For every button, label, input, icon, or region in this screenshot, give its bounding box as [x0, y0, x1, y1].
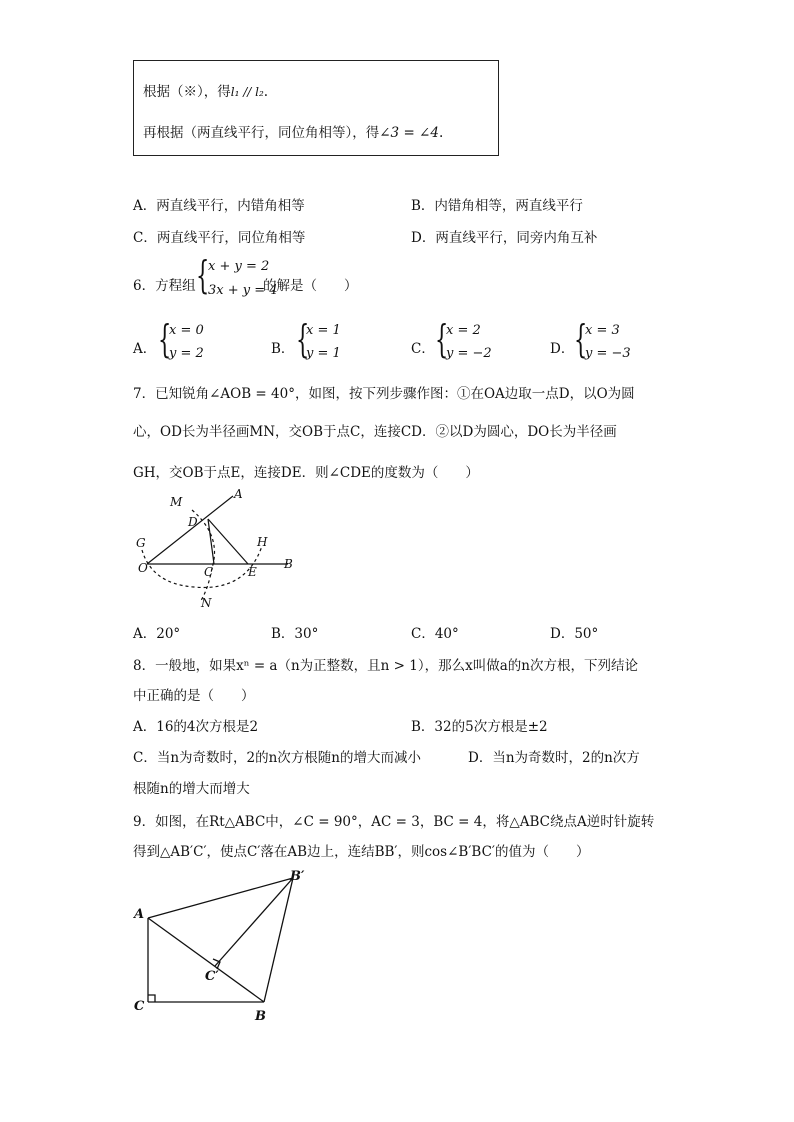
q6-option-a-brace: {	[158, 317, 172, 361]
label-o: O	[138, 561, 148, 575]
q6-brace: {	[196, 253, 210, 297]
q8-line-1: 8．一般地，如果xⁿ = a（n为正整数，且n > 1），那么x叫做a的n次方根，下列结论	[133, 658, 638, 674]
q6-option-b-label[interactable]: B．	[271, 341, 295, 357]
q6-eq2: 3x + y = 4	[208, 283, 278, 298]
q6-option-c-label[interactable]: C．	[411, 341, 435, 357]
label-b-prime: B′	[290, 869, 305, 884]
q8-option-c[interactable]: C．当n为奇数时，2的n次方根随n的增大而减小	[133, 750, 422, 766]
segment-bb-prime	[264, 878, 293, 1002]
q6-suffix: 的解是（ ）	[263, 278, 358, 294]
q6-eq1: x + y = 2	[208, 259, 270, 274]
label-b: B	[255, 1009, 266, 1024]
label-a: A	[134, 907, 145, 922]
label-a: A	[234, 488, 243, 501]
label-c-prime: C′	[205, 969, 219, 984]
proof-line-1-math: l₁ // l₂	[230, 85, 264, 99]
q7-option-b[interactable]: B．30°	[271, 626, 319, 642]
q8-option-d-line-1[interactable]: D．当n为奇数时，2的n次方	[468, 750, 640, 766]
q6-option-a-l2: y = 2	[169, 346, 204, 361]
q7-line-3: GH，交OB于点E，连接DE．则∠CDE的度数为（ ）	[133, 465, 479, 481]
proof-box	[133, 60, 499, 156]
q8-option-b[interactable]: B．32的5次方根是±2	[411, 719, 548, 735]
q9-line-2: 得到△AB′C′，使点C′落在AB边上，连结BB′，则cos∠B′BC′的值为（ ）	[133, 844, 590, 860]
q6-option-c-l1: x = 2	[446, 323, 481, 338]
proof-line-2-end: .	[438, 125, 444, 141]
q6-option-d-label[interactable]: D．	[550, 341, 575, 357]
q7-option-c[interactable]: C．40°	[411, 626, 459, 642]
q8-line-2: 中正确的是（ ）	[133, 688, 255, 704]
q6-option-b-brace: {	[296, 317, 310, 361]
q6-option-b-l2: y = 1	[306, 346, 341, 361]
q5-option-a[interactable]: A．两直线平行，内错角相等	[133, 198, 305, 214]
right-angle-c	[148, 995, 155, 1002]
label-c: C	[134, 999, 145, 1014]
proof-line-2	[143, 121, 443, 141]
proof-line-1-text: 根据（※），得	[143, 84, 231, 100]
ray-oa	[147, 496, 233, 564]
q7-line-1: 7．已知锐角∠AOB = 40°，如图，按下列步骤作图：①在OA边取一点D，以O为圆	[133, 386, 635, 402]
q7-option-a[interactable]: A．20°	[133, 626, 181, 642]
q6-option-d-l2: y = −3	[585, 346, 631, 361]
proof-line-2-math: ∠3 = ∠4	[379, 125, 439, 141]
proof-line-1	[143, 80, 268, 100]
label-n: N	[201, 596, 212, 610]
q6-option-c-l2: y = −2	[446, 346, 492, 361]
q6-option-c-brace: {	[435, 317, 449, 361]
label-g: G	[136, 536, 146, 550]
q8-option-a[interactable]: A．16的4次方根是2	[133, 719, 259, 735]
side-b-prime-c-prime	[215, 878, 293, 966]
q7-option-d[interactable]: D．50°	[550, 626, 599, 642]
q5-option-c[interactable]: C．两直线平行，同位角相等	[133, 230, 306, 246]
q6-option-d-brace: {	[574, 317, 588, 361]
proof-line-2-text: 再根据（两直线平行，同位角相等），得	[143, 125, 380, 141]
label-c: C	[204, 565, 214, 579]
side-ab-prime	[148, 878, 293, 918]
q5-option-d[interactable]: D．两直线平行，同旁内角互补	[411, 230, 598, 246]
proof-line-1-end: .	[263, 84, 269, 100]
q9-figure	[128, 862, 318, 1027]
arc-gh	[142, 546, 262, 587]
label-b: B	[284, 557, 293, 571]
q7-line-2: 心，OD长为半径画MN，交OB于点C，连接CD．②以D为圆心，DO长为半径画	[133, 424, 617, 440]
q8-option-d-line-2[interactable]: 根随n的增大而增大	[133, 781, 250, 797]
q6-prefix: 6．方程组	[133, 278, 196, 294]
q6-option-d-l1: x = 3	[585, 323, 620, 338]
q6-option-a-l1: x = 0	[169, 323, 204, 338]
q5-option-b[interactable]: B．内错角相等，两直线平行	[411, 198, 583, 214]
label-h: H	[257, 535, 268, 549]
q9-line-1: 9．如图，在Rt△ABC中，∠C = 90°，AC = 3，BC = 4，将△ABC绕点A逆时针旋转	[133, 814, 655, 830]
q6-option-b-l1: x = 1	[306, 323, 341, 338]
q7-figure	[130, 488, 310, 613]
label-e: E	[248, 565, 257, 579]
label-m: M	[170, 495, 183, 509]
label-d: D	[188, 515, 198, 529]
q6-option-a-label[interactable]: A．	[133, 341, 157, 357]
